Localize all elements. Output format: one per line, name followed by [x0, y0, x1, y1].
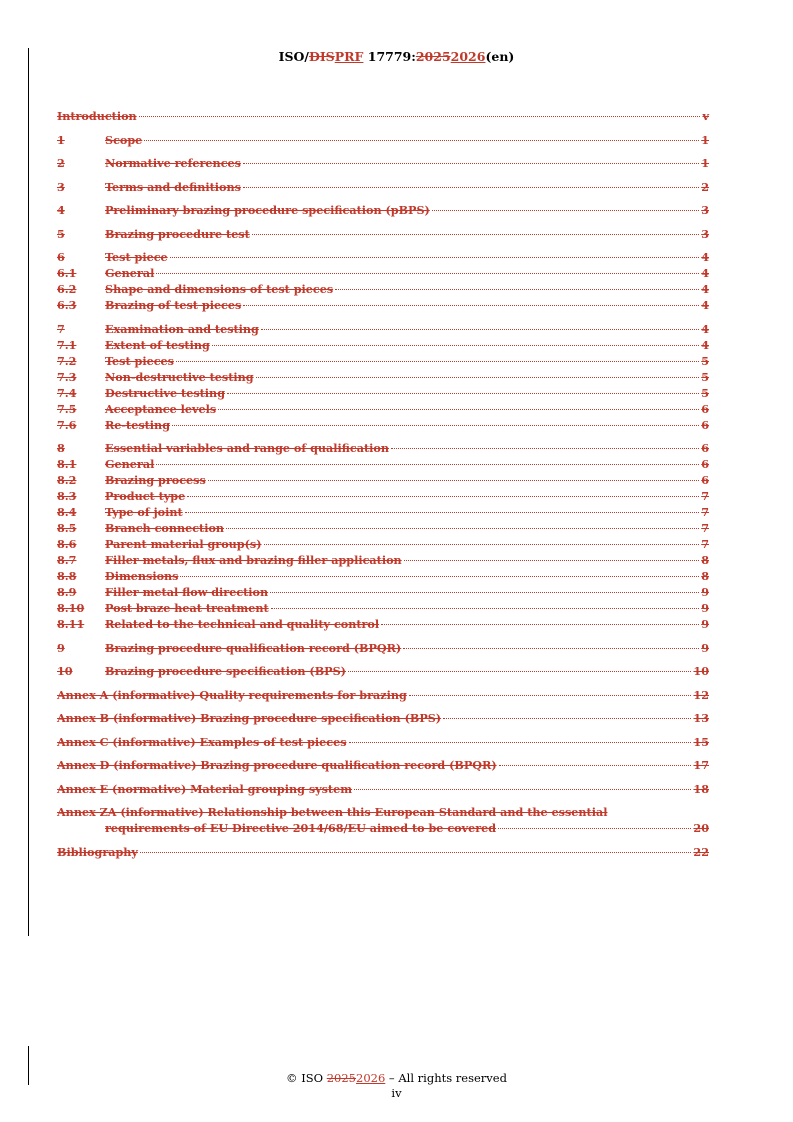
toc-leader-dots [176, 361, 699, 362]
toc-entry-number: 6.1 [57, 266, 77, 280]
toc-entry[interactable] [57, 132, 709, 148]
copyright-prefix: © ISO [286, 1071, 327, 1085]
toc-entry-title: Re-testing [105, 417, 171, 432]
toc-entry-page: 20 [693, 821, 709, 835]
toc-entry[interactable] [57, 616, 709, 632]
toc-entry[interactable] [57, 488, 709, 504]
toc-entry[interactable] [57, 536, 709, 552]
toc-entry[interactable] [57, 281, 709, 297]
toc-entry-number: 8.6 [57, 537, 77, 551]
toc-entry[interactable] [57, 757, 709, 773]
toc-entry[interactable] [57, 504, 709, 520]
toc-leader-dots [156, 464, 699, 465]
toc-entry[interactable] [57, 600, 709, 616]
toc-leader-dots [264, 544, 700, 545]
header-prefix: ISO/ [278, 49, 309, 64]
toc-entry[interactable] [57, 179, 709, 195]
toc-entry-page: 4 [701, 250, 709, 264]
toc-entry-title: Annex C (informative) Examples of test pieces [57, 734, 347, 749]
header-deleted-year: 2025 [415, 49, 451, 64]
toc-entry-page: 6 [701, 457, 709, 471]
toc-entry-page: 13 [693, 711, 709, 725]
toc-entry-number: 8 [57, 441, 65, 455]
toc-entry-number: 7.6 [57, 417, 77, 432]
toc-entry-page: 9 [701, 640, 709, 655]
toc-entry[interactable] [57, 781, 709, 797]
toc-entry-page: 1 [701, 156, 709, 170]
toc-entry-page: 12 [693, 687, 709, 702]
toc-entry-title: Product type [105, 489, 186, 503]
change-bar-top [28, 48, 29, 936]
toc-entry[interactable] [57, 226, 709, 242]
toc-entry-page: 8 [701, 553, 709, 567]
toc-entry[interactable] [57, 297, 709, 313]
toc-entry-page: 4 [701, 282, 709, 296]
toc-entry-title: Test piece [105, 250, 168, 264]
toc-leader-dots [403, 648, 699, 649]
toc-entry-number: 8.8 [57, 569, 77, 583]
toc-entry[interactable] [57, 417, 709, 433]
toc-entry[interactable] [57, 249, 709, 265]
toc-entry[interactable] [57, 568, 709, 584]
toc-entry-title: Normative references [105, 156, 241, 170]
toc-leader-dots [256, 377, 700, 378]
toc-entry-title: Test pieces [105, 353, 174, 368]
toc-entry[interactable] [57, 385, 709, 401]
toc-entry-number: 5 [57, 226, 65, 241]
toc-entry-title: Related to the technical and quality control [105, 617, 380, 631]
toc-entry-page: 7 [701, 489, 709, 503]
toc-leader-dots [140, 852, 692, 853]
toc-entry-number: 7.2 [57, 353, 77, 368]
toc-entry-page: 4 [701, 337, 709, 352]
toc-entry[interactable] [57, 369, 709, 385]
copyright-deleted-year: 2025 [326, 1071, 356, 1085]
toc-leader-dots [498, 828, 691, 829]
toc-entry[interactable] [57, 640, 709, 656]
toc-entry-number: 10 [57, 664, 73, 678]
toc-entry-page: 5 [701, 385, 709, 400]
toc-entry-number: 6.3 [57, 298, 77, 312]
toc-entry-title: Destructive testing [105, 385, 226, 400]
toc-entry-number: 8.1 [57, 457, 77, 471]
toc-entry[interactable] [57, 155, 709, 171]
toc-entry[interactable] [57, 520, 709, 536]
toc-entry-page: 22 [693, 844, 709, 859]
toc-entry-title: Annex D (informative) Brazing procedure qualification record (BPQR) [57, 758, 497, 772]
toc-entry-number: 8.7 [57, 553, 77, 567]
toc-entry[interactable] [57, 401, 709, 417]
toc-entry-number: 2 [57, 156, 65, 170]
copyright-line [0, 1071, 793, 1086]
toc-entry-number: 8.3 [57, 489, 77, 503]
toc-entry-title: Introduction [57, 109, 137, 123]
toc-entry-title: Extent of testing [105, 337, 210, 352]
header-deleted-stage: DIS [309, 49, 335, 64]
toc-entry-title: Brazing procedure test [105, 226, 250, 241]
toc-entry-title-line2: requirements of EU Directive 2014/68/EU aimed to be covered [105, 821, 497, 835]
toc-entry-page: 7 [701, 505, 709, 519]
toc-entry-title: Brazing procedure specification (BPS) [105, 664, 346, 678]
toc-entry-title: Examination and testing [105, 321, 259, 336]
toc-leader-dots [270, 592, 699, 593]
toc-entry-number: 1 [57, 132, 65, 147]
toc-entry-title: Brazing of test pieces [105, 298, 242, 312]
header-inserted-year: 2026 [450, 49, 486, 64]
toc-leader-dots [271, 608, 700, 609]
header-suffix: (en) [485, 49, 515, 64]
toc-leader-dots [187, 496, 699, 497]
toc-entry-page: 3 [701, 226, 709, 241]
toc-leader-dots [252, 234, 699, 235]
toc-entry-title: Brazing process [105, 473, 206, 487]
toc-entry-page: 6 [701, 401, 709, 416]
toc-entry-page: 2 [701, 179, 709, 194]
toc-entry-title: General [105, 266, 155, 280]
toc-entry-title: Essential variables and range of qualification [105, 441, 390, 455]
toc-entry-title: Annex E (normative) Material grouping system [57, 781, 353, 796]
toc-entry-title: Filler metal flow direction [105, 585, 269, 599]
toc-entry-number: 8.4 [57, 505, 77, 519]
toc-leader-dots [404, 560, 700, 561]
toc-entry[interactable] [57, 456, 709, 472]
toc-leader-dots [348, 671, 691, 672]
toc-entry-page: 7 [701, 521, 709, 535]
toc-leader-dots [243, 305, 699, 306]
toc-entry-number: 6.2 [57, 282, 77, 296]
toc-leader-dots [208, 480, 699, 481]
toc-entry-title-block [57, 804, 709, 836]
toc-entry-title: General [105, 457, 155, 471]
toc-entry[interactable] [57, 734, 709, 750]
toc-entry-title: Brazing procedure qualification record (BPQR) [105, 640, 402, 655]
toc-leader-dots [139, 116, 701, 117]
toc-leader-dots [243, 187, 699, 188]
toc-entry-number: 9 [57, 640, 65, 655]
toc-entry[interactable] [57, 663, 709, 679]
toc-entry-number: 8.10 [57, 601, 85, 615]
toc-entry-page: 17 [693, 758, 709, 772]
toc-entry-title: Parent material group(s) [105, 537, 262, 551]
toc-entry-title: Dimensions [105, 569, 179, 583]
toc-entry-title: Post braze heat treatment [105, 601, 269, 615]
toc-leader-dots [227, 393, 699, 394]
toc-entry-title: Filler metals, flux and brazing filler application [105, 553, 402, 567]
toc-leader-dots [443, 718, 691, 719]
toc-entry-number: 6 [57, 250, 65, 264]
toc-leader-dots [261, 329, 699, 330]
toc-entry-bibliography[interactable] [57, 844, 709, 860]
toc-leader-dots [185, 512, 700, 513]
toc-entry[interactable] [57, 552, 709, 568]
toc-entry-title: Type of joint [105, 505, 183, 519]
toc-entry[interactable] [57, 687, 709, 703]
toc-entry[interactable] [57, 353, 709, 369]
page-number: iv [391, 1086, 402, 1100]
toc-leader-dots [243, 163, 699, 164]
toc-leader-dots [226, 528, 699, 529]
toc-entry-page: 9 [701, 617, 709, 631]
document-header [0, 49, 793, 65]
header-inserted-stage: PRF [334, 49, 364, 64]
toc-entry-page: 9 [701, 601, 709, 615]
toc-entry[interactable] [57, 265, 709, 281]
toc-entry-annex-za[interactable] [57, 804, 709, 836]
toc-entry-title: Non-destructive testing [105, 369, 254, 384]
toc-leader-dots [354, 789, 691, 790]
toc-entry-title: Preliminary brazing procedure specification (pBPS) [105, 203, 430, 217]
toc-entry-page: 5 [701, 353, 709, 368]
toc-entry-page: 6 [701, 441, 709, 455]
toc-entry-title: Bibliography [57, 844, 138, 859]
toc-leader-dots [391, 448, 699, 449]
toc-entry[interactable] [57, 472, 709, 488]
toc-entry[interactable] [57, 584, 709, 600]
toc-entry-number: 7.1 [57, 337, 77, 352]
toc-leader-dots [172, 425, 699, 426]
toc-entry-title: Shape and dimensions of test pieces [105, 282, 334, 296]
toc-entry-title-line1: Annex ZA (informative) Relationship between this European Standard and the essential [57, 805, 608, 819]
toc-entry-page: 1 [701, 132, 709, 147]
toc-entry[interactable] [57, 321, 709, 337]
header-number: 17779: [363, 49, 416, 64]
toc-leader-dots [144, 140, 699, 141]
toc-entry-number: 8.11 [57, 617, 85, 631]
toc-entry-title: Terms and definitions [105, 179, 241, 194]
toc-entry-number: 8.5 [57, 521, 77, 535]
toc-entry-number: 4 [57, 203, 65, 217]
copyright-suffix: – All rights reserved [385, 1071, 507, 1085]
toc-leader-dots [499, 765, 692, 766]
toc-leader-dots [170, 257, 700, 258]
table-of-contents [57, 108, 709, 860]
toc-entry-title: Annex A (informative) Quality requirements for brazing [57, 687, 407, 702]
toc-entry-title: Scope [105, 132, 143, 147]
copyright-inserted-year: 2026 [356, 1071, 386, 1085]
toc-entry-page: 9 [701, 585, 709, 599]
toc-entry-title: Acceptance levels [105, 401, 217, 416]
toc-leader-dots [218, 409, 699, 410]
toc-leader-dots [335, 289, 699, 290]
toc-entry-page: 4 [701, 266, 709, 280]
toc-entry-title: Branch connection [105, 521, 225, 535]
toc-leader-dots [432, 210, 699, 211]
toc-entry-number: 7.4 [57, 385, 77, 400]
toc-entry[interactable] [57, 202, 709, 218]
toc-entry-number: 7.5 [57, 401, 77, 416]
toc-leader-dots [212, 345, 699, 346]
toc-entry-page: 18 [693, 781, 709, 796]
toc-entry-page: 8 [701, 569, 709, 583]
toc-entry-page: 7 [701, 537, 709, 551]
toc-entry[interactable] [57, 440, 709, 456]
toc-entry-page: 4 [701, 298, 709, 312]
toc-entry-page: 6 [701, 473, 709, 487]
toc-entry-number: 7 [57, 321, 65, 336]
toc-entry-page: 4 [701, 321, 709, 336]
toc-entry-page: 10 [693, 664, 709, 678]
toc-entry-page: 15 [693, 734, 709, 749]
toc-entry-number: 7.3 [57, 369, 77, 384]
toc-entry-number: 8.9 [57, 585, 77, 599]
toc-entry-title-line2-row [57, 820, 709, 836]
toc-entry-page: 5 [701, 369, 709, 384]
toc-leader-dots [156, 273, 699, 274]
toc-entry[interactable] [57, 108, 709, 124]
toc-leader-dots [381, 624, 699, 625]
toc-entry-page: 6 [701, 417, 709, 432]
toc-entry[interactable] [57, 710, 709, 726]
toc-entry-number: 3 [57, 179, 65, 194]
toc-leader-dots [349, 742, 692, 743]
toc-entry-title: Annex B (informative) Brazing procedure specification (BPS) [57, 711, 442, 725]
page-footer [0, 1071, 793, 1101]
toc-leader-dots [409, 695, 692, 696]
toc-entry-page: 3 [701, 203, 709, 217]
toc-entry[interactable] [57, 337, 709, 353]
toc-entry-number: 8.2 [57, 473, 77, 487]
toc-entry-page: v [702, 109, 709, 123]
toc-leader-dots [180, 576, 699, 577]
